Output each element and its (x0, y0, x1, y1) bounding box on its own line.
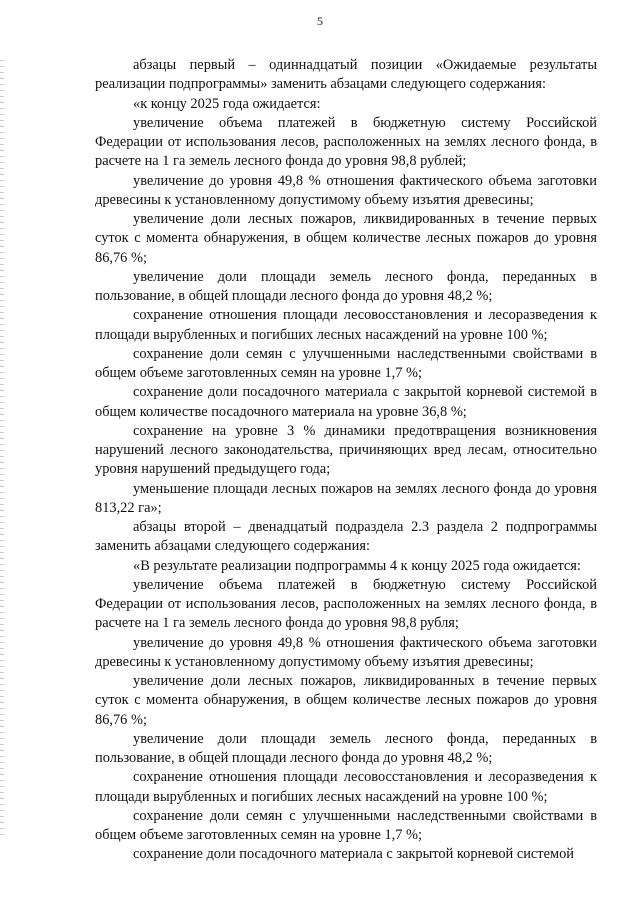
paragraph: увеличение объема платежей в бюджетную систему Российской Федерации от использования лесов, расположенных на землях лесного фонда, в расчете на 1 га земель лесного фонда до уровня 98,8 рублей; (95, 114, 597, 170)
paragraph: сохранение доли посадочного материала с закрытой корневой системой (133, 846, 574, 863)
paragraph: увеличение доли площади земель лесного фонда, переданных в пользование, в общей площади лесного фонда до уровня 48,2 %; (95, 268, 597, 304)
paragraph: сохранение доли семян с улучшенными наследственными свойствами в общем объеме заготовленных семян на уровне 1,7 %; (95, 345, 597, 381)
paragraph: сохранение отношения площади лесовосстановления и лесоразведения к площади вырубленных и погибших лесных насаждений на уровне 100 %; (95, 769, 597, 805)
scan-margin-marks (0, 60, 4, 840)
paragraph: увеличение доли лесных пожаров, ликвидированных в течение первых суток с момента обнаружения, в общем количестве лесных пожаров до уровня 86,76 %; (95, 211, 597, 266)
paragraph: увеличение доли площади земель лесного фонда, переданных в пользование, в общей площади лесного фонда до уровня 48,2 %; (95, 730, 597, 766)
paragraph: сохранение на уровне 3 % динамики предотвращения возникновения нарушений лесного законодательства, причиняющих вред лесам, относительно уровня нарушений предыдущего года; (95, 422, 597, 478)
paragraph: сохранение отношения площади лесовосстановления и лесоразведения к площади вырубленных и погибших лесных насаждений на уровне 100 %; (95, 307, 597, 343)
paragraph: сохранение доли посадочного материала с закрытой корневой системой в общем количестве посадочного материала на уровне 36,8 %; (95, 384, 597, 420)
paragraph: «В результате реализации подпрограммы 4 к концу 2025 года ожидается: (133, 557, 581, 574)
document-body (95, 56, 597, 865)
paragraph: абзацы первый – одиннадцатый позиции «Ожидаемые результаты реализации подпрограммы» заменить абзацами следующего содержания: (95, 57, 597, 93)
paragraph: сохранение доли семян с улучшенными наследственными свойствами в общем объеме заготовленных семян на уровне 1,7 %; (95, 807, 597, 843)
paragraph: «к концу 2025 года ожидается: (133, 95, 321, 112)
paragraph: увеличение объема платежей в бюджетную систему Российской Федерации от использования лесов, расположенных на землях лесного фонда, в расчете на 1 га земель лесного фонда до уровня 98,8 рубля; (95, 576, 597, 632)
paragraph: увеличение до уровня 49,8 % отношения фактического объема заготовки древесины к установленному допустимому объему изъятия древесины; (95, 634, 597, 670)
paragraph: увеличение доли лесных пожаров, ликвидированных в течение первых суток с момента обнаружения, в общем количестве лесных пожаров до уровня 86,76 %; (95, 673, 597, 728)
paragraph: уменьшение площади лесных пожаров на землях лесного фонда до уровня 813,22 га»; (95, 480, 597, 516)
page-number: 5 (317, 14, 323, 28)
paragraph: абзацы второй – двенадцатый подраздела 2.3 раздела 2 подпрограммы заменить абзацами следующего содержания: (95, 519, 597, 555)
paragraph: увеличение до уровня 49,8 % отношения фактического объема заготовки древесины к установленному допустимому объему изъятия древесины; (95, 172, 597, 208)
